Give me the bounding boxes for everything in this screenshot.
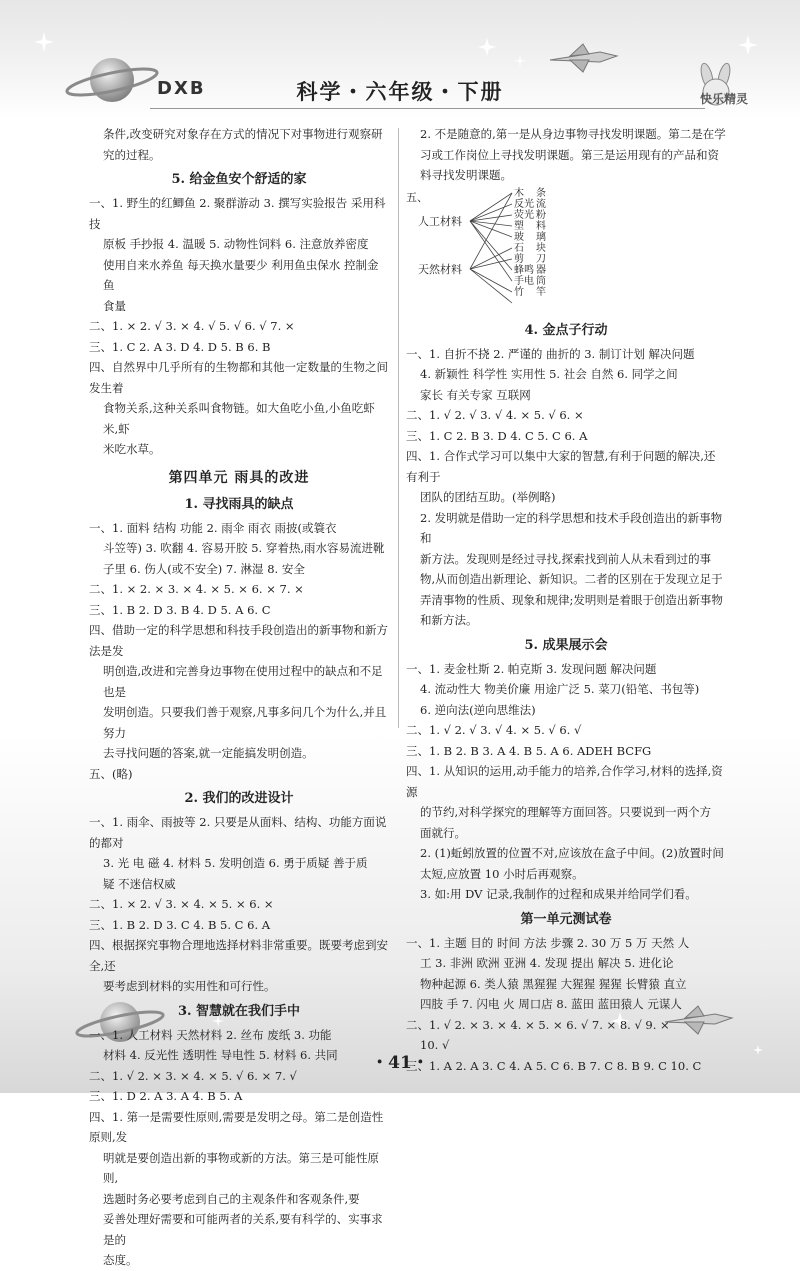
answer-line: 要考虑到材料的实用性和可行性。 xyxy=(103,979,276,993)
answer-line: 习或工作岗位上寻找发明课题。第三是运用现有的产品和资 xyxy=(420,147,719,162)
material-item-suffix: 粉 xyxy=(536,209,546,221)
material-item-suffix: 刀 xyxy=(536,253,546,265)
material-item: 竹 xyxy=(514,286,524,298)
answer-line: 妥善处理好需要和可能两者的关系,要有科学的、实事求是的 xyxy=(103,1212,383,1247)
answer-line: 五、(略) xyxy=(89,766,133,781)
answer-line: 斗笠等) 3. 吹翻 4. 容易开胶 5. 穿着热,雨水容易流进靴 xyxy=(103,541,385,555)
answer-line: 和新方法。 xyxy=(420,613,478,627)
column-divider xyxy=(398,128,399,728)
lesson-title: 5. 给金鱼安个舒适的家 xyxy=(171,172,307,187)
material-item-suffix: 条 xyxy=(536,187,546,199)
answer-line: 一、1. 自折不挠 2. 严谨的 曲折的 3. 制订计划 解决问题 xyxy=(406,346,695,361)
material-item: 剪 xyxy=(514,253,524,265)
material-item-suffix: 器 xyxy=(536,264,546,276)
natural-materials-label: 天然材料 xyxy=(418,262,462,276)
answer-line: 食量 xyxy=(103,298,126,313)
answer-line: 新方法。发现则是经过寻找,探索找到前人从未看到过的事 xyxy=(420,551,712,566)
answer-line: 发明创造。只要我们善于观察,凡事多问几个为什么,并且努力 xyxy=(103,705,387,740)
answer-line: 四、1. 从知识的运用,动手能力的培养,合作学习,材料的选择,资源 xyxy=(406,764,723,799)
answer-line: 料寻找发明课题。 xyxy=(420,168,512,182)
answer-line: 一、1. 麦金杜斯 2. 帕克斯 3. 发现问题 解决问题 xyxy=(406,661,657,676)
page-title: 科学・六年级・下册 xyxy=(296,79,504,104)
answer-line: 三、1. C 2. B 3. D 4. C 5. C 6. A xyxy=(406,428,588,443)
answer-line: 四、1. 第一是需要性原则,需要是发明之母。第二是创造性原则,发 xyxy=(89,1109,384,1144)
answer-line: 一、1. 野生的红鲫鱼 2. 聚群游动 3. 撰写实验报告 采用科技 xyxy=(89,196,386,231)
material-item: 反光 xyxy=(514,198,534,210)
answer-line: 材料 4. 反光性 透明性 导电性 5. 材料 6. 共同 xyxy=(103,1048,338,1062)
material-classification-diagram xyxy=(406,188,706,314)
lesson-title: 2. 我们的改进设计 xyxy=(184,791,294,806)
answer-line: 二、1. × 2. √ 3. × 4. × 5. × 6. × xyxy=(89,897,274,911)
answer-line: 三、1. D 2. A 3. A 4. B 5. A xyxy=(89,1089,243,1103)
star-icon xyxy=(34,32,54,52)
answer-line: 一、1. 面料 结构 功能 2. 雨伞 雨衣 雨披(或簑衣 xyxy=(89,520,337,535)
star-icon xyxy=(738,35,758,55)
page-number: ・41・ xyxy=(371,1053,429,1073)
answer-line: 四、根据探究事物合理地选择材料非常重要。既要考虑到安全,还 xyxy=(89,938,388,973)
answer-line: 二、1. √ 2. × 3. × 4. × 5. × 6. √ 7. × 8. √ 9. × xyxy=(406,1017,670,1032)
unit-title: 第四单元 雨具的改进 xyxy=(168,469,310,486)
material-item-suffix: 块 xyxy=(536,242,546,254)
answer-line: 三、1. B 2. B 3. A 4. B 5. A 6. ADEH BCFG xyxy=(406,743,652,758)
lesson-title: 5. 成果展示会 xyxy=(524,637,608,653)
intro-text: 条件,改变研究对象存在方式的情况下对事物进行观察研究的过程。 xyxy=(103,127,383,162)
answer-line: 三、1. B 2. D 3. B 4. D 5. A 6. C xyxy=(89,602,271,617)
lesson-title: 3. 智慧就在我们手中 xyxy=(177,1003,301,1019)
star-icon xyxy=(514,55,526,67)
material-item-suffix: 流 xyxy=(536,198,546,210)
answer-line: 明创造,改进和完善身边事物在使用过程中的缺点和不足也是 xyxy=(103,664,383,699)
answer-line: 物种起源 6. 类人猿 黑猩猩 大猩猩 猩猩 长臂猿 直立 xyxy=(420,976,687,991)
material-item: 荧光 xyxy=(514,209,534,221)
answer-line: 10. √ xyxy=(420,1038,450,1052)
answer-line: 疑 不迷信权威 xyxy=(103,876,176,891)
answer-line: 明就是要创造出新的事物或新的方法。第三是可能性原则, xyxy=(103,1150,379,1185)
answer-line: 物,从而创造出新理论、新知识。二者的区别在于发现立足于 xyxy=(420,572,723,586)
answer-line: 原板 手抄报 4. 温暖 5. 动物性饲料 6. 注意放养密度 xyxy=(103,237,369,251)
answer-line: 选题时务必要考虑到自己的主观条件和客观条件,要 xyxy=(103,1191,360,1206)
lesson-title: 1. 寻找雨具的缺点 xyxy=(184,496,294,512)
material-item-suffix: 竿 xyxy=(536,286,546,298)
answer-line: 6. 逆向法(逆向思维法) xyxy=(420,702,536,717)
answer-line: 3. 光 电 磁 4. 材料 5. 发明创造 6. 勇于质疑 善于质 xyxy=(103,856,368,870)
answer-line: 三、1. B 2. D 3. C 4. B 5. C 6. A xyxy=(89,917,271,932)
answer-line: 家长 有关专家 互联网 xyxy=(420,387,531,402)
material-item-suffix: 料 xyxy=(536,220,546,232)
answer-line: 一、1. 雨伞、雨披等 2. 只要是从面料、结构、功能方面说的都对 xyxy=(89,815,387,850)
material-item: 塑 xyxy=(514,220,524,232)
left-column xyxy=(89,124,389,1271)
planet-icon xyxy=(62,50,162,110)
lesson-title: 4. 金点子行动 xyxy=(524,322,608,338)
answer-line: 一、1. 主题 目的 时间 方法 步骤 2. 30 万 5 万 天然 人 xyxy=(406,935,690,950)
answer-line: 子里 6. 伤人(或不安全) 7. 淋湿 8. 安全 xyxy=(103,561,305,576)
material-item: 木 xyxy=(514,187,524,199)
material-item: 玻 xyxy=(514,231,524,243)
answer-line: 四、自然界中几乎所有的生物都和其他一定数量的生物之间发生着 xyxy=(89,360,388,395)
answer-line: 太短,应放置 10 小时后再观察。 xyxy=(420,866,584,881)
material-item-suffix: 璃 xyxy=(536,231,546,243)
space-shuttle-icon xyxy=(545,38,625,78)
answer-line: 态度。 xyxy=(103,1253,138,1267)
answer-line: 去寻找问题的答案,就一定能搞发明创造。 xyxy=(103,746,314,760)
material-item: 石 xyxy=(514,242,524,254)
answer-line: 二、1. × 2. × 3. × 4. × 5. × 6. × 7. × xyxy=(89,582,304,596)
test-title: 第一单元测试卷 xyxy=(520,911,612,927)
answer-line: 3. 如:用 DV 记录,我制作的过程和成果并给同学们看。 xyxy=(420,887,697,901)
answer-line: 二、1. × 2. √ 3. × 4. √ 5. √ 6. √ 7. × xyxy=(89,319,295,333)
question-number: 五、 xyxy=(406,190,428,204)
answer-line: 4. 流动性大 物美价廉 用途广泛 5. 菜刀(铅笔、书包等) xyxy=(420,682,700,696)
answer-line: 面就行。 xyxy=(420,825,466,840)
material-item-suffix: 筒 xyxy=(536,275,546,287)
material-item: 手电 xyxy=(514,275,534,287)
connector-lines xyxy=(406,188,706,314)
answer-line: 二、1. √ 2. √ 3. √ 4. × 5. √ 6. × xyxy=(406,408,584,422)
answer-line: 二、1. √ 2. √ 3. √ 4. × 5. √ 6. √ xyxy=(406,723,582,737)
answer-line: 四、借助一定的科学思想和科技手段创造出的新事物和新方法是发 xyxy=(89,623,388,658)
answer-line: 食物关系,这种关系叫食物链。如大鱼吃小鱼,小鱼吃虾米,虾 xyxy=(103,401,375,436)
answer-line: 四肢 手 7. 闪电 火 周口店 8. 蓝田 蓝田猿人 元谋人 xyxy=(420,997,682,1011)
answer-line: 2. 发明就是借助一定的科学思想和技术手段创造出的新事物和 xyxy=(420,510,723,545)
star-icon xyxy=(478,38,496,56)
artificial-materials-label: 人工材料 xyxy=(418,214,462,228)
answer-line: 三、1. A 2. A 3. C 4. A 5. C 6. B 7. C 8. B 9. C 10. C xyxy=(406,1058,702,1073)
answer-line: 2. 不是随意的,第一是从身边事物寻找发明课题。第二是在学 xyxy=(420,127,726,141)
answer-line: 四、1. 合作式学习可以集中大家的智慧,有利于问题的解决,还有利于 xyxy=(406,449,716,484)
material-item: 蜂鸣 xyxy=(514,264,534,276)
answer-line: 的节约,对科学探究的理解等方面回答。只要说到一两个方 xyxy=(420,805,712,819)
logo-text: 快乐精灵 xyxy=(699,92,748,106)
answer-line: 4. 新颖性 科学性 实用性 5. 社会 自然 6. 同学之间 xyxy=(420,367,678,381)
answer-line: 米吃水草。 xyxy=(103,442,161,456)
brand-logo: DXB xyxy=(157,78,206,99)
answer-line: 团队的团结互助。(举例略) xyxy=(420,490,556,504)
right-column xyxy=(406,124,726,1076)
answer-line: 三、1. C 2. A 3. D 4. D 5. B 6. B xyxy=(89,339,271,354)
header-rule xyxy=(150,108,705,109)
answer-line: 工 3. 非洲 欧洲 亚洲 4. 发现 提出 解决 5. 进化论 xyxy=(420,956,674,970)
answer-line: 弄清事物的性质、现象和规律;发明则是着眼于创造出新事物 xyxy=(420,592,723,607)
answer-line: 一、1. 人工材料 天然材料 2. 丝布 废纸 3. 功能 xyxy=(89,1027,332,1042)
answer-line: 二、1. √ 2. × 3. × 4. × 5. √ 6. × 7. √ xyxy=(89,1068,297,1083)
answer-line: 使用自来水养鱼 每天换水量要少 利用鱼虫保水 控制金鱼 xyxy=(103,257,379,292)
answer-line: 2. (1)蚯蚓放置的位置不对,应该放在盒子中间。(2)放置时间 xyxy=(420,846,724,860)
